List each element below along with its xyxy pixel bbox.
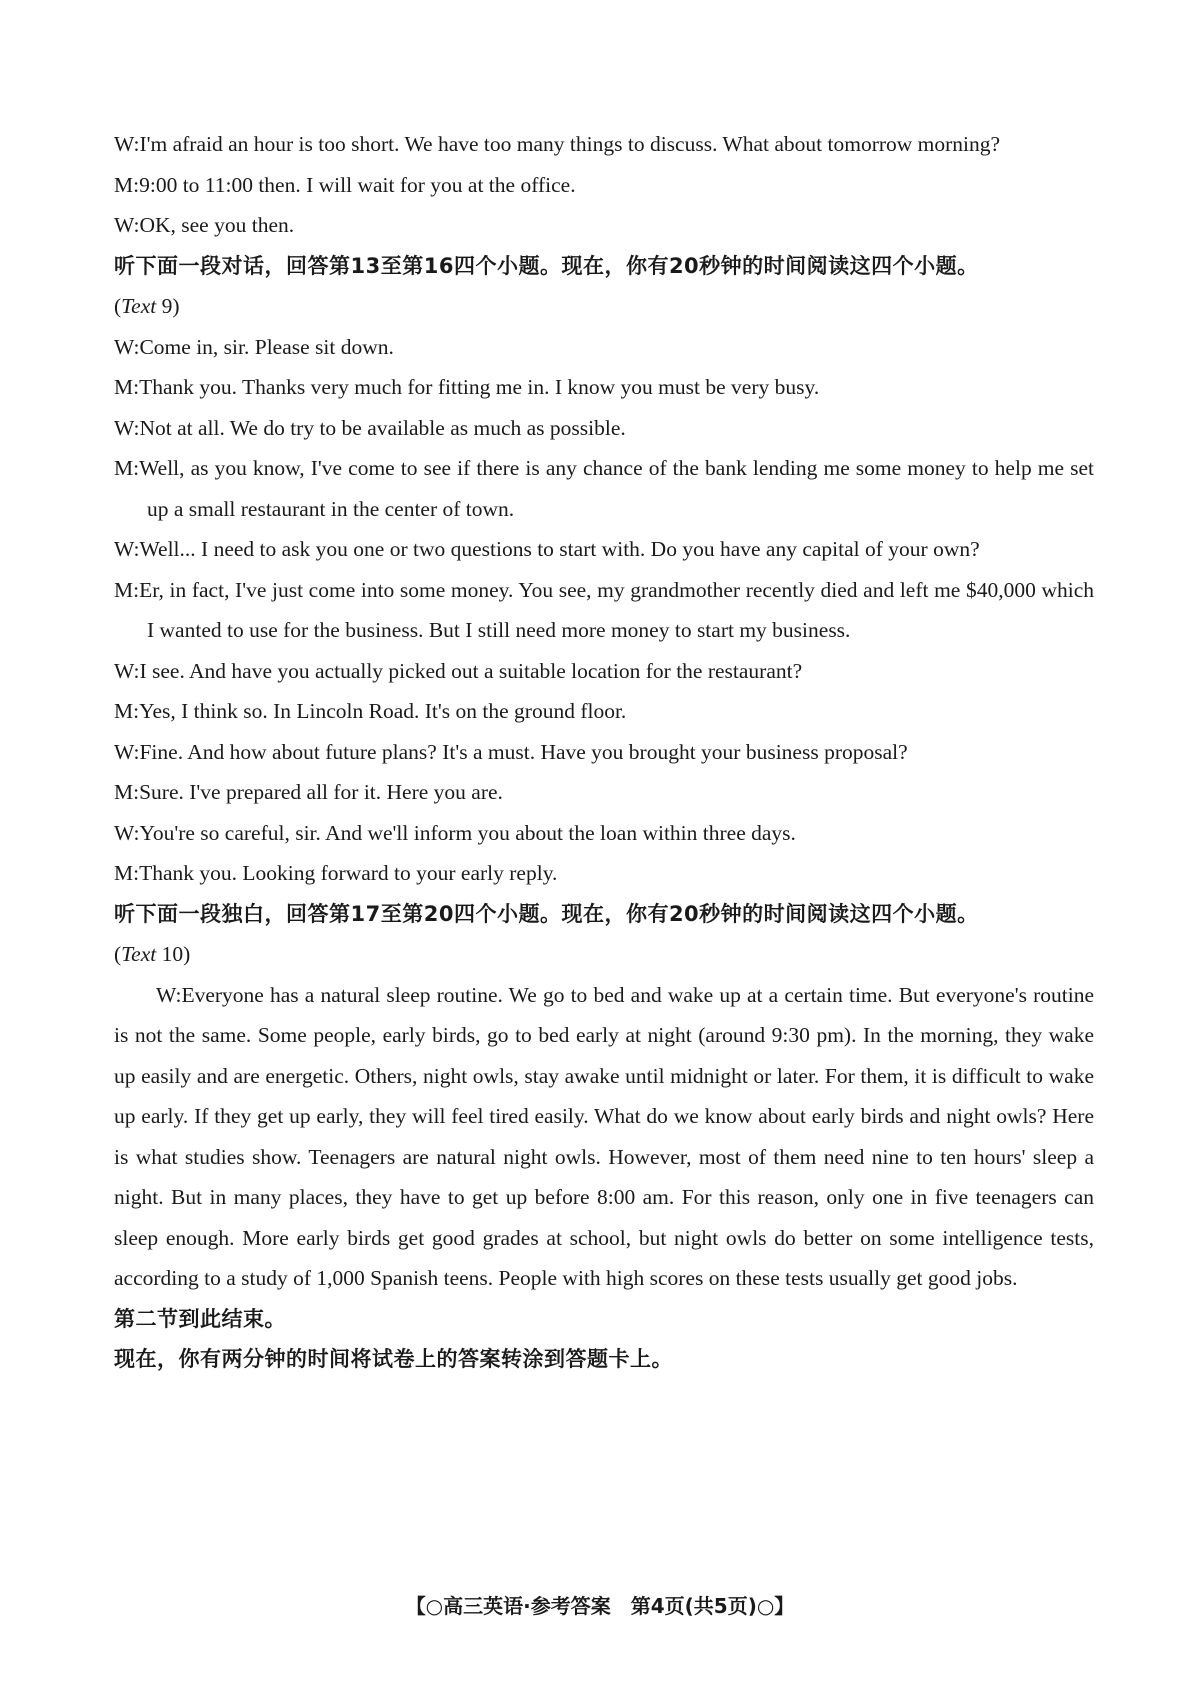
monologue-paragraph: W:Everyone has a natural sleep routine. We go to bed and wake up at a certain time. But everyone's routine is not the same. Some people, early birds, go to bed early at night (around 9:30 pm). In the morning, they wake up easily and are energetic. Others, night owls, stay awake until midnight or later. For them, it is difficult to wake up early. If they get up early, they will feel tired easily. What do we know about early birds and night owls? Here is what studies show. Teenagers are natural night owls. However, most of them need nine to ten hours' sleep a night. But in many places, they have to get up before 8:00 am. For this reason, only one in five teenagers can sleep enough. More early birds get good grades at school, but night owls do better on some intelligence tests, according to a study of 1,000 Spanish teens. People with high scores on these tests usually get good jobs.: [114, 982, 1094, 1290]
dialogue-line: W:You're so careful, sir. And we'll inform you about the loan within three days.: [114, 820, 796, 845]
page-footer: 【○高三英语·参考答案 第4页(共5页)○】: [405, 1594, 795, 1618]
dialogue-line: W:I'm afraid an hour is too short. We have too many things to discuss. What about tomorrow morning?: [114, 132, 1001, 156]
dialogue-line: W:Not at all. We do try to be available as much as possible.: [114, 415, 626, 440]
dialogue-line: M:Yes, I think so. In Lincoln Road. It's on the ground floor.: [114, 699, 627, 723]
dialogue-line: W:Well... I need to ask you one or two questions to start with. Do you have any capital of your own?: [114, 537, 980, 561]
dialogue-line: M:Thank you. Looking forward to your early reply.: [114, 861, 558, 885]
instruction-line: 听下面一段对话，回答第13至第16四个小题。现在，你有20秒钟的时间阅读这四个小题。: [114, 253, 979, 278]
dialogue-line: M:Well, as you know, I've come to see if there is any chance of the bank lending me some money to help me set up a small restaurant in the center of town.: [114, 456, 1094, 521]
instruction-line: 第二节到此结束。: [114, 1306, 286, 1331]
dialogue-line: M:Er, in fact, I've just come into some money. You see, my grandmother recently died and left me $40,000 which I wanted to use for the business. But I still need more money to start my business.: [114, 577, 1094, 642]
dialogue-line: W:OK, see you then.: [114, 213, 295, 237]
instruction-line: 听下面一段独白，回答第17至第20四个小题。现在，你有20秒钟的时间阅读这四个小题。: [114, 901, 979, 926]
dialogue-line: W:Fine. And how about future plans? It's a must. Have you brought your business proposal?: [114, 739, 908, 764]
dialogue-line: M:Thank you. Thanks very much for fitting me in. I know you must be very busy.: [114, 375, 820, 399]
text-label: (Text 10): [114, 942, 191, 966]
text-label: (Text 9): [114, 294, 180, 318]
dialogue-line: M:9:00 to 11:00 then. I will wait for you at the office.: [114, 172, 576, 197]
instruction-line: 现在，你有两分钟的时间将试卷上的答案转涂到答题卡上。: [114, 1347, 673, 1371]
dialogue-line: W:Come in, sir. Please sit down.: [114, 334, 394, 359]
document-body: [114, 124, 1094, 1380]
dialogue-line: W:I see. And have you actually picked out a suitable location for the restaurant?: [114, 658, 803, 683]
dialogue-line: M:Sure. I've prepared all for it. Here you are.: [114, 780, 503, 804]
